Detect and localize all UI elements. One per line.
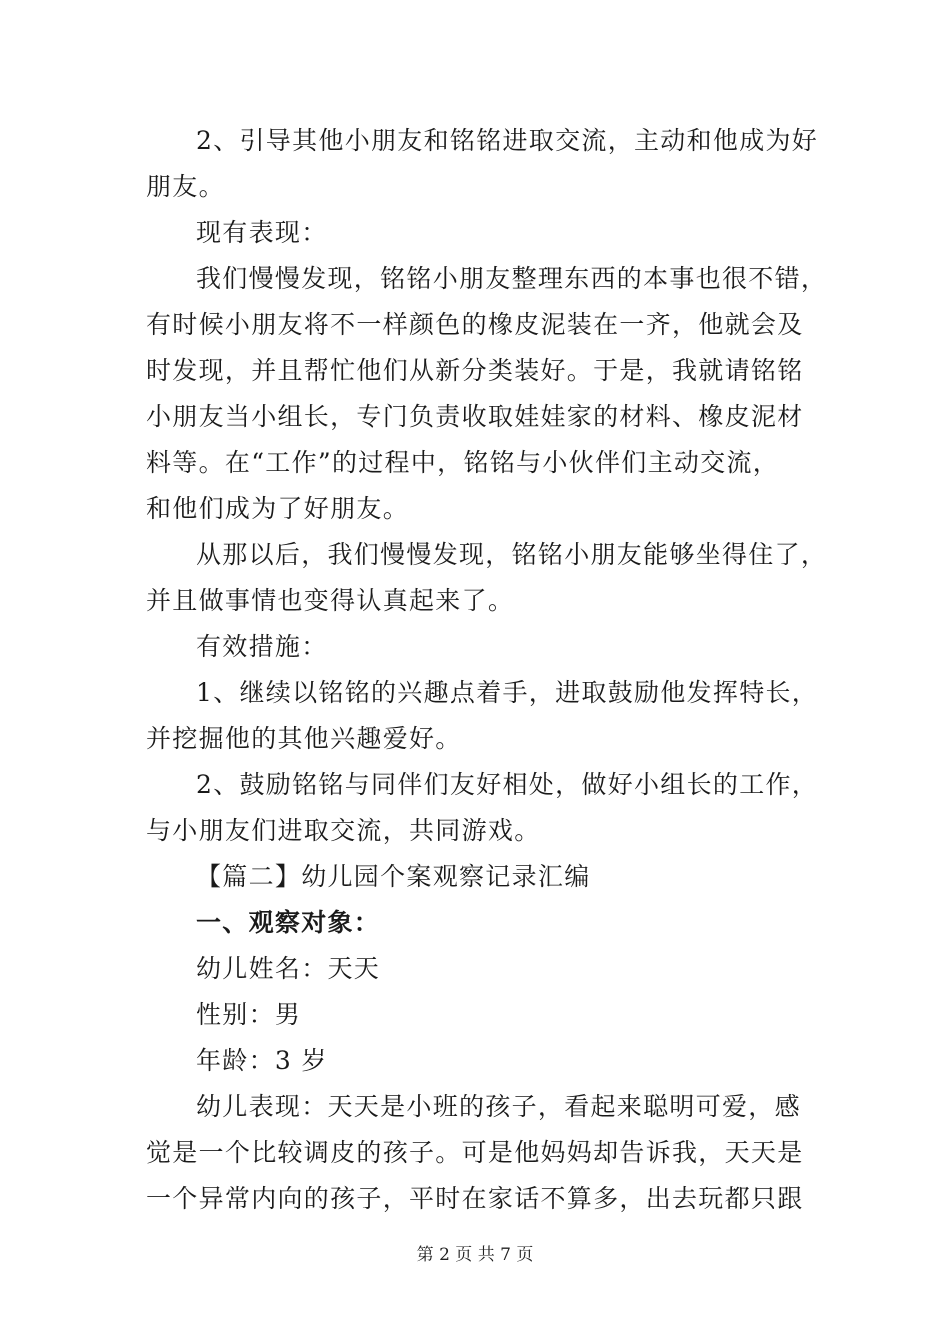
paragraph-line: 性别：男 — [196, 1000, 302, 1029]
paragraph-line: 从那以后，我们慢慢发现，铭铭小朋友能够坐得住了， — [196, 540, 828, 569]
paragraph-line: 并挖掘他的其他兴趣爱好。 — [146, 724, 462, 753]
section-heading: 有效措施： — [196, 632, 328, 661]
section-heading: 现有表现： — [196, 218, 328, 247]
paragraph-line: 小朋友当小组长，专门负责收取娃娃家的材料、橡皮泥材 — [146, 402, 804, 431]
paragraph-line: 并且做事情也变得认真起来了。 — [146, 586, 515, 615]
paragraph-line: 和他们成为了好朋友。 — [146, 494, 410, 523]
paragraph-line: 1、继续以铭铭的兴趣点着手，进取鼓励他发挥特长， — [196, 678, 819, 707]
paragraph-line: 我们慢慢发现，铭铭小朋友整理东西的本事也很不错， — [196, 264, 828, 293]
paragraph-line: 有时候小朋友将不一样颜色的橡皮泥装在一齐，他就会及 — [146, 310, 804, 339]
paragraph-line: 一个异常内向的孩子，平时在家话不算多，出去玩都只跟 — [146, 1184, 804, 1213]
paragraph-line: 幼儿姓名：天天 — [196, 954, 381, 983]
paragraph-line: 2、引导其他小朋友和铭铭进取交流，主动和他成为好 — [196, 126, 819, 155]
page-number-footer: 第 2 页 共 7 页 — [416, 1245, 534, 1265]
paragraph-line: 2、鼓励铭铭与同伴们友好相处，做好小组长的工作， — [196, 770, 819, 799]
paragraph-line: 与小朋友们进取交流，共同游戏。 — [146, 816, 541, 845]
paragraph-line: 时发现，并且帮忙他们从新分类装好。于是，我就请铭铭 — [146, 356, 804, 385]
section-heading: 一、观察对象： — [196, 908, 381, 937]
paragraph-line: 觉是一个比较调皮的孩子。可是他妈妈却告诉我，天天是 — [146, 1138, 804, 1167]
paragraph-line: 料等。在“工作”的过程中，铭铭与小伙伴们主动交流， — [146, 448, 780, 477]
document-body — [146, 118, 826, 1222]
paragraph-line: 朋友。 — [146, 172, 225, 201]
paragraph-line: 年龄：3 岁 — [196, 1046, 328, 1075]
paragraph-line: 幼儿表现：天天是小班的孩子，看起来聪明可爱，感 — [196, 1092, 801, 1121]
article-title: 【篇二】幼儿园个案观察记录汇编 — [196, 862, 591, 891]
